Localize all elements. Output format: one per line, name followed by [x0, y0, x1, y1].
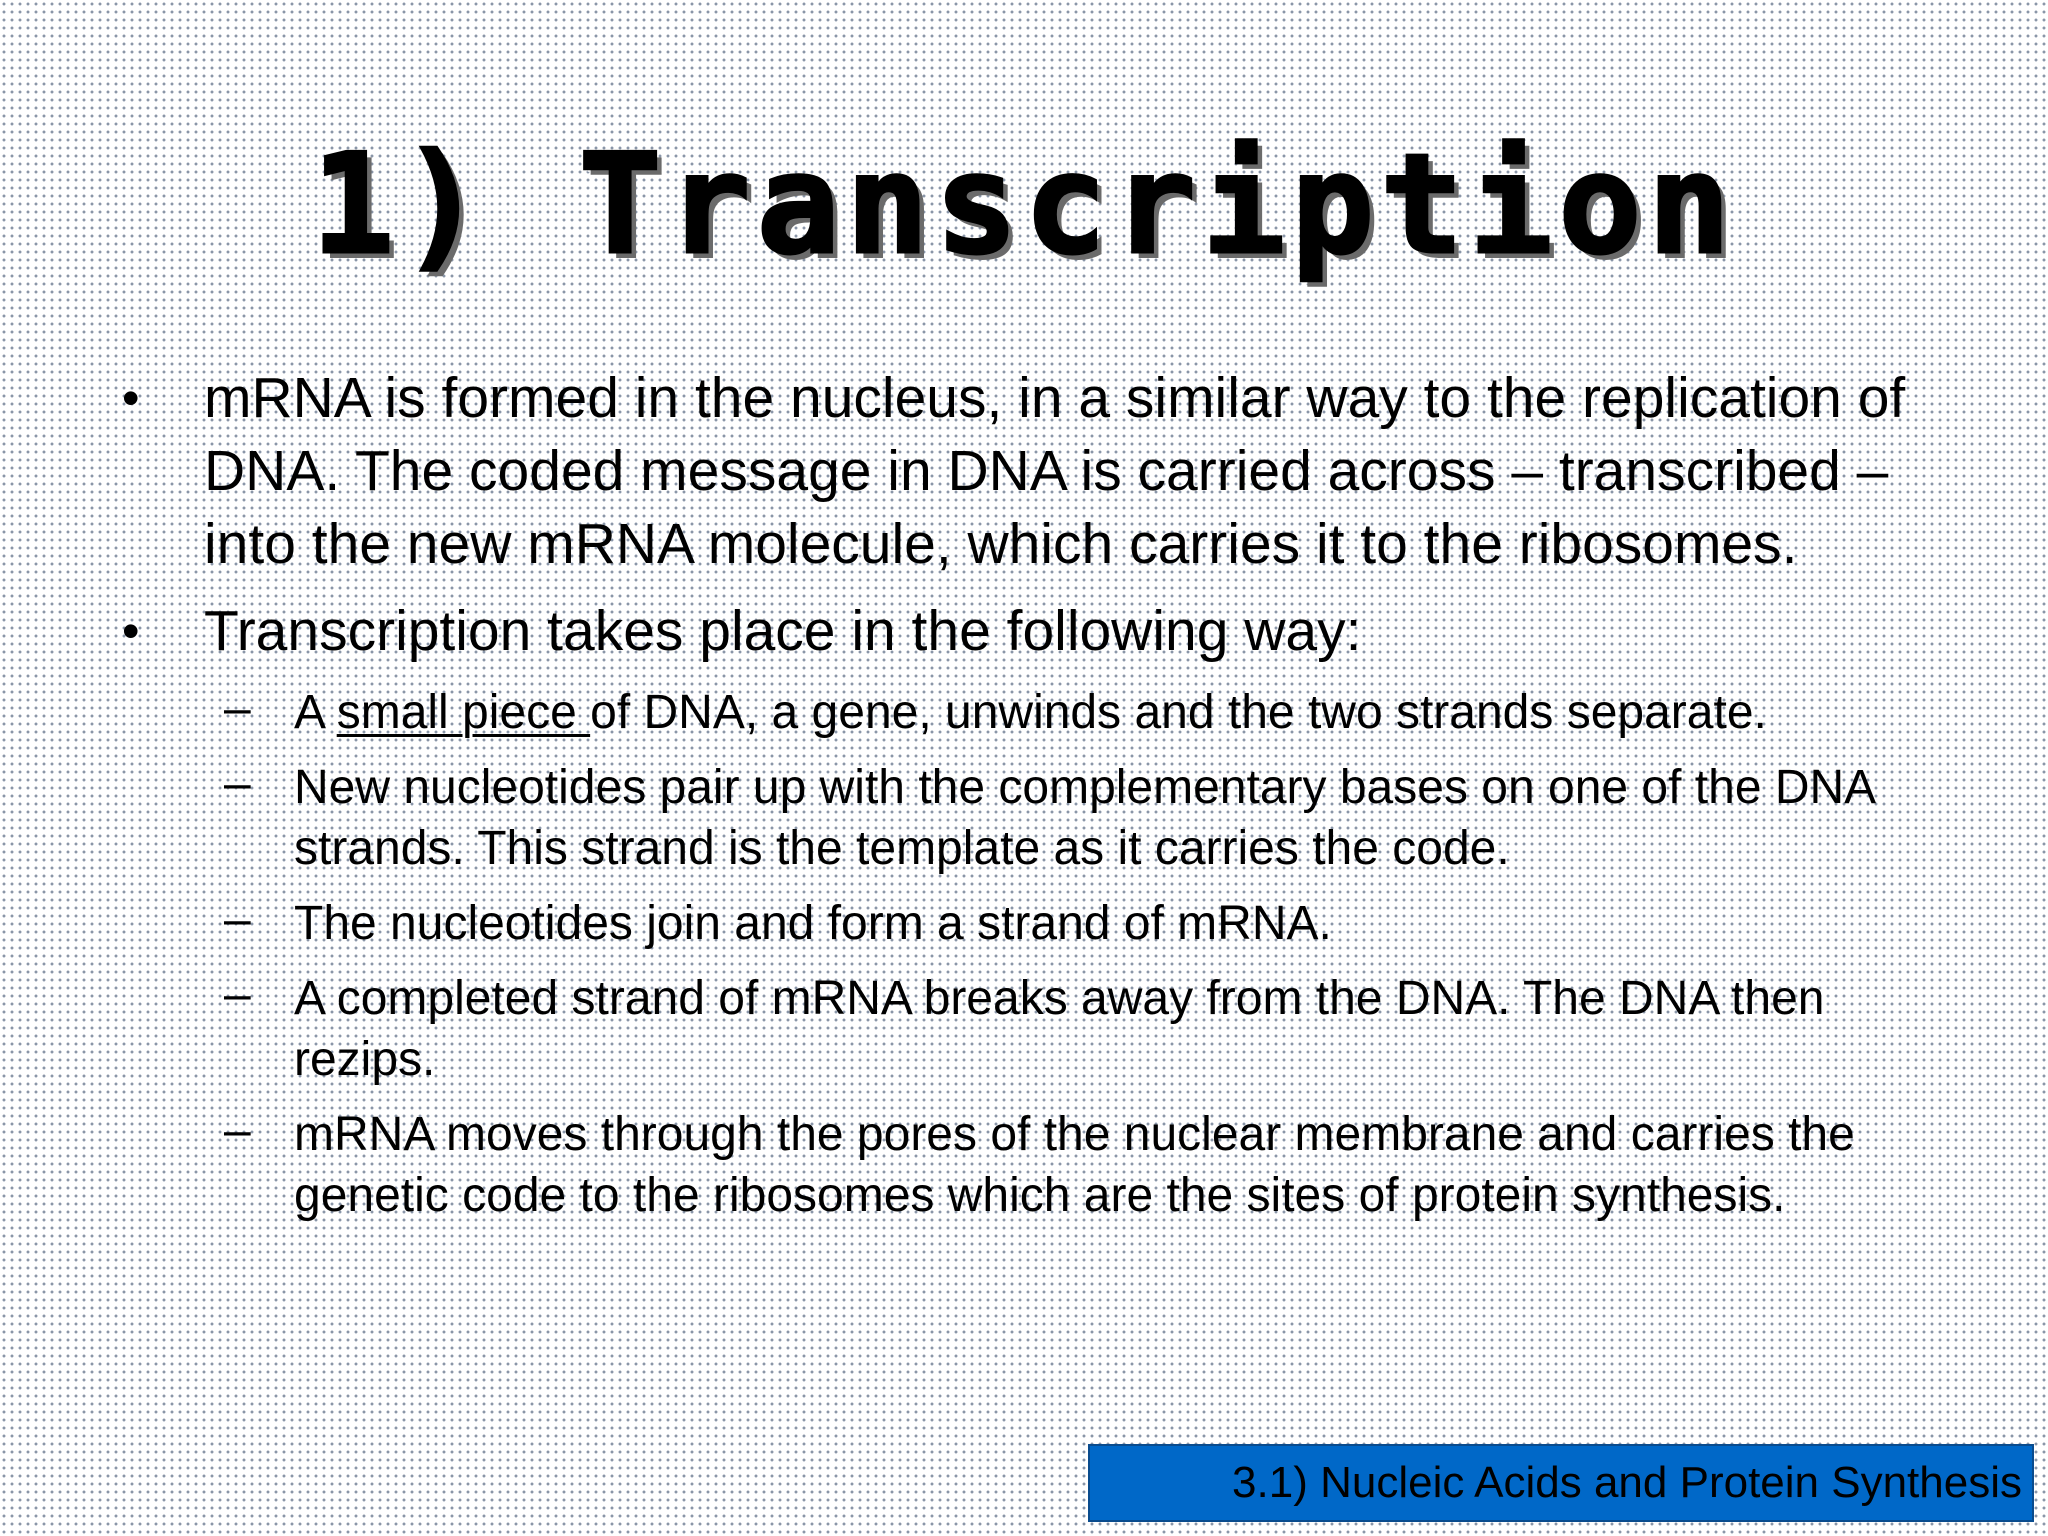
footer-text: 3.1) Nucleic Acids and Protein Synthesis [1232, 1458, 2022, 1507]
sub-bullet-text: A completed strand of mRNA breaks away from the DNA. The DNA then rezips. [294, 972, 1825, 1086]
sub-bullet-item [120, 757, 1940, 879]
sub-bullet-item [120, 893, 1940, 954]
sub-bullet-item [120, 1104, 1940, 1226]
bullet-dot-icon: • [122, 370, 140, 426]
slide-body [120, 362, 1940, 1240]
dash-icon: – [224, 968, 251, 1021]
bullet-dot-icon: • [122, 603, 140, 659]
sub-bullet-text: New nucleotides pair up with the complementary bases on one of the DNA strands. This strand is the template as it carries the code. [294, 761, 1874, 875]
dash-icon: – [224, 757, 251, 810]
sub-bullet-text: The nucleotides join and form a strand of mRNA. [294, 897, 1332, 950]
sub-bullet-prefix: A [294, 686, 337, 739]
sub-bullet-list [120, 682, 1940, 1226]
sub-bullet-item [120, 682, 1940, 743]
bullet-text: Transcription takes place in the following way: [204, 599, 1362, 663]
sub-bullet-item [120, 968, 1940, 1090]
bullet-text: mRNA is formed in the nucleus, in a similar way to the replication of DNA. The coded message in DNA is carried across – transcribed – into the new mRNA molecule, which carries it to the ribosomes. [204, 366, 1906, 576]
dash-icon: – [224, 893, 251, 946]
slide-title: 1) Transcription [311, 124, 1737, 285]
bullet-item [120, 595, 1940, 668]
sub-bullet-text: mRNA moves through the pores of the nuclear membrane and carries the genetic code to the ribosomes which are the sites of protein synthesis. [294, 1108, 1855, 1222]
sub-bullet-rest: of DNA, a gene, unwinds and the two strands separate. [590, 686, 1767, 739]
dash-icon: – [224, 1104, 251, 1157]
bullet-item [120, 362, 1940, 581]
underlined-phrase: small piece [336, 686, 591, 739]
dash-icon: – [224, 682, 251, 735]
footer-banner [1088, 1444, 2034, 1522]
